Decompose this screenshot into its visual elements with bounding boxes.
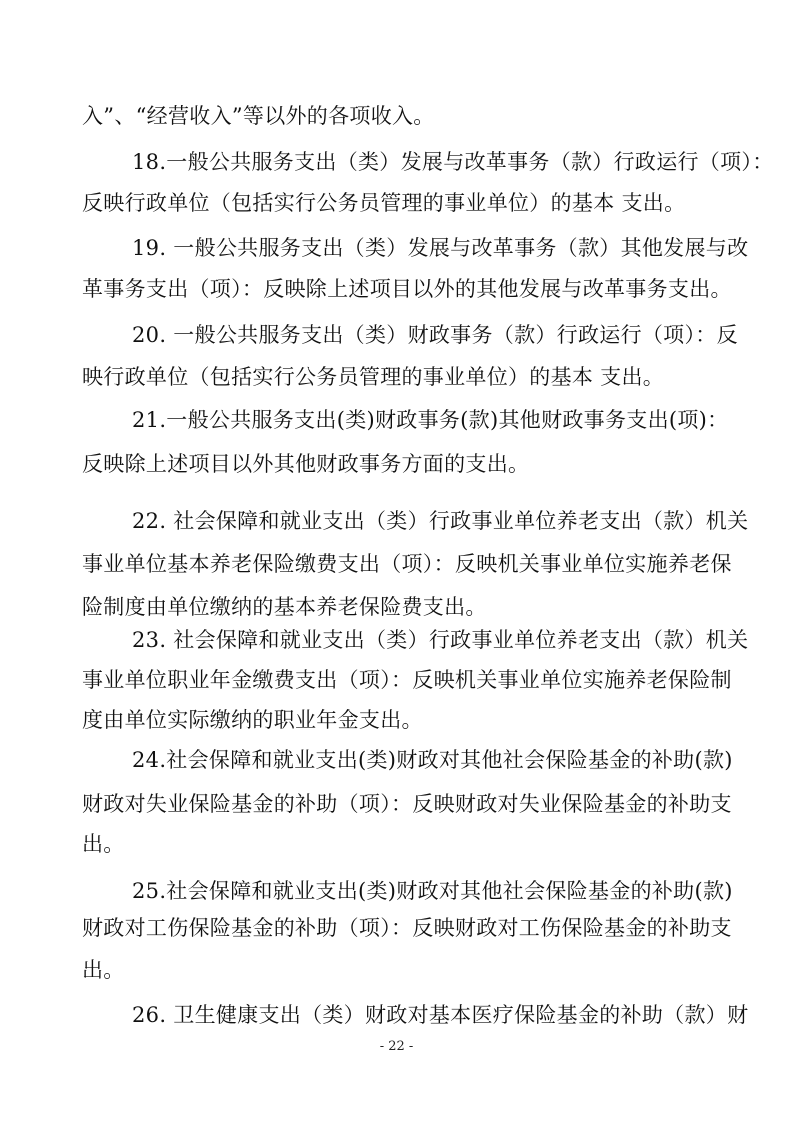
item-25-line-3: 出。 [82,958,125,982]
item-18-line-2: 反映行政单位（包括实行公务员管理的事业单位）的基本 支出。 [82,191,686,215]
item-23-line-2: 事业单位职业年金缴费支出（项）：反映机关事业单位实施养老保险制 [82,668,732,692]
item-24-line-3: 出。 [82,832,125,856]
item-20-line-2: 映行政单位（包括实行公务员管理的事业单位）的基本 支出。 [82,365,665,389]
item-24-line-1: 24.社会保障和就业支出(类)财政对其他社会保险基金的补助(款) [132,748,733,772]
item-25-line-2: 财政对工伤保险基金的补助（项）：反映财政对工伤保险基金的补助支 [82,916,732,940]
item-23-line-3: 度由单位实际缴纳的职业年金支出。 [82,708,423,732]
page-number: - 22 - [379,1039,414,1054]
item-21-line-2: 反映除上述项目以外其他财政事务方面的支出。 [82,452,530,476]
item-21-line-1: 21.一般公共服务支出(类)财政事务(款)其他财政事务支出(项)： [132,408,729,432]
item-19-line-2: 革事务支出（项）：反映除上述项目以外的其他发展与改革事务支出。 [82,277,732,301]
item-25-line-1: 25.社会保障和就业支出(类)财政对其他社会保险基金的补助(款) [132,879,733,903]
item-18-line-1: 18.一般公共服务支出（类）发展与改革事务（款）行政运行（项）： [132,150,774,174]
item-23-line-1: 23. 社会保障和就业支出（类）行政事业单位养老支出（款）机关 [132,628,749,652]
item-22-line-1: 22. 社会保障和就业支出（类）行政事业单位养老支出（款）机关 [132,509,749,533]
item-20-line-1: 20. 一般公共服务支出（类）财政事务（款）行政运行（项）：反 [132,323,738,347]
item-24-line-2: 财政对失业保险基金的补助（项）：反映财政对失业保险基金的补助支 [82,792,732,816]
item-19-line-1: 19. 一般公共服务支出（类）发展与改革事务（款）其他发展与改 [132,236,749,260]
item-26-line-1: 26. 卫生健康支出（类）财政对基本医疗保险基金的补助（款）财 [132,1003,749,1027]
item-22-line-2: 事业单位基本养老保险缴费支出（项）：反映机关事业单位实施养老保 [82,552,732,576]
item-22-line-3: 险制度由单位缴纳的基本养老保险费支出。 [82,595,487,619]
text-line-1: 入”、“经营收入”等以外的各项收入。 [82,104,435,128]
